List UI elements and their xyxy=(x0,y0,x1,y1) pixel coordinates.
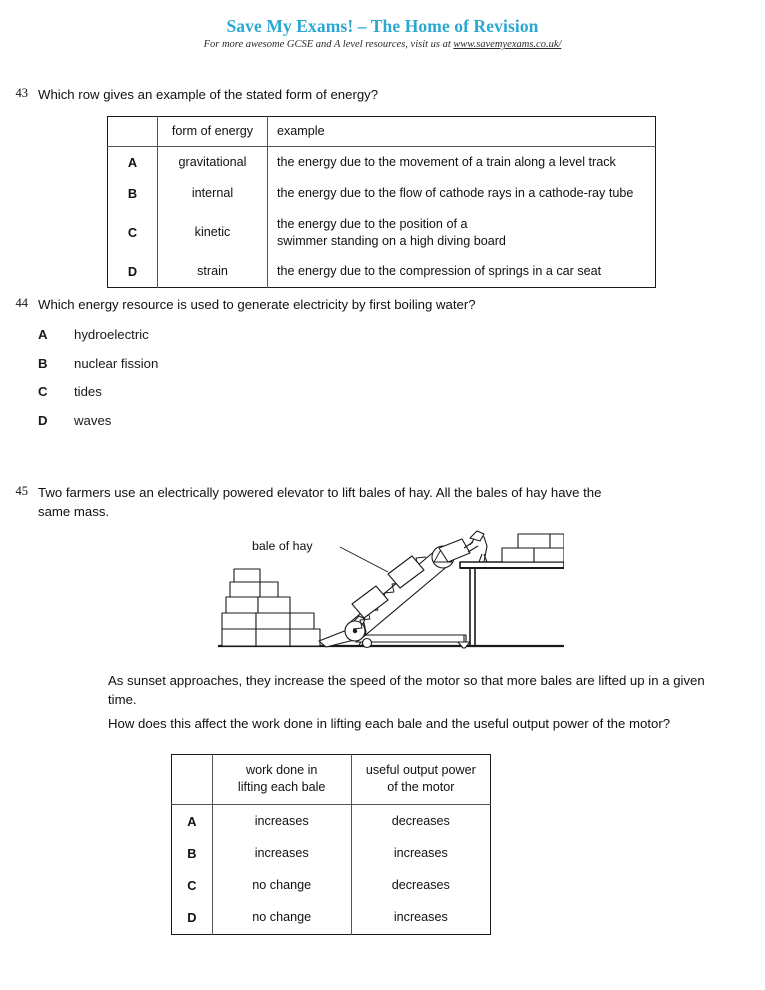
question-44-text: Which energy resource is used to generate electricity by first boiling water? xyxy=(38,297,476,312)
option-label: tides xyxy=(74,384,102,400)
row-letter: D xyxy=(172,902,213,935)
question-43-table-body xyxy=(108,147,656,288)
row-letter: C xyxy=(108,210,158,256)
table-header-row xyxy=(108,117,656,147)
question-44-header xyxy=(0,295,765,314)
column-header-output-power-line1: useful output power xyxy=(365,763,476,777)
question-43-table xyxy=(107,116,656,288)
option-letter: A xyxy=(38,327,48,343)
question-43-number: 43 xyxy=(15,86,28,100)
question-45-number: 45 xyxy=(15,484,28,498)
column-header-blank xyxy=(172,755,213,805)
cell-output-power: increases xyxy=(393,845,448,860)
question-44 xyxy=(0,295,765,441)
farmer-top xyxy=(464,531,487,562)
bale-of-hay-caption: bale of hay xyxy=(252,539,313,553)
option-letter: D xyxy=(38,412,48,428)
cell-example: the energy due to the flow of cathode rays in a cathode-ray tube xyxy=(277,186,634,201)
question-43-header xyxy=(0,85,765,104)
question-45-paragraph-2: How does this affect the work done in lifting each bale and the useful output power of the motor? xyxy=(108,716,671,731)
site-title: Save My Exams! – The Home of Revision xyxy=(226,16,539,36)
cell-work-done: no change xyxy=(212,870,351,902)
option-letter: B xyxy=(38,355,48,371)
cell-work-done: increases xyxy=(212,837,351,869)
question-44-options xyxy=(38,327,765,428)
question-45 xyxy=(0,483,765,521)
option-letter: C xyxy=(38,384,48,400)
question-43 xyxy=(0,85,765,104)
question-45-table xyxy=(171,754,491,935)
cell-form-of-energy: strain xyxy=(158,256,268,288)
option-c[interactable] xyxy=(38,384,765,399)
option-a[interactable] xyxy=(38,327,765,342)
question-45-header xyxy=(0,483,765,521)
cell-form-of-energy: internal xyxy=(158,178,268,209)
option-label: hydroelectric xyxy=(74,327,149,343)
table-row[interactable] xyxy=(172,902,491,935)
site-url-link[interactable]: www.savemyexams.co.uk/ xyxy=(453,39,562,51)
row-letter: A xyxy=(108,147,158,179)
cell-form-of-energy: gravitational xyxy=(158,147,268,179)
cell-form-of-energy: kinetic xyxy=(158,210,268,256)
column-header-output-power-line2: of the motor xyxy=(387,780,455,794)
table-row[interactable] xyxy=(108,147,656,179)
option-label: waves xyxy=(74,412,112,428)
site-header xyxy=(0,0,765,52)
question-43-text: Which row gives an example of the stated form of energy? xyxy=(38,87,379,102)
row-letter: B xyxy=(172,837,213,869)
column-header-example: example xyxy=(268,117,656,147)
question-45-table-body xyxy=(172,805,491,935)
raised-platform xyxy=(460,562,564,646)
question-43-table-head xyxy=(108,117,656,147)
table-header-row xyxy=(172,755,491,805)
hay-elevator-diagram xyxy=(212,528,564,653)
table-row[interactable] xyxy=(108,256,656,288)
question-44-number: 44 xyxy=(15,296,28,310)
option-d[interactable] xyxy=(38,413,765,428)
column-header-work-done-line2: lifting each bale xyxy=(237,780,326,794)
table-row[interactable] xyxy=(108,178,656,209)
question-45-paragraph-1: As sunset approaches, they increase the speed of the motor so that more bales are lifted up in a given time. xyxy=(108,673,705,708)
site-subtitle-text: For more awesome GCSE and A level resources, visit us at xyxy=(203,39,454,51)
cell-example: the energy due to the movement of a train along a level track xyxy=(277,155,616,170)
hay-elevator-figure xyxy=(212,528,564,653)
bale-on-belt-lower xyxy=(352,586,388,618)
cell-output-power: decreases xyxy=(391,878,450,893)
option-label: nuclear fission xyxy=(74,355,159,371)
cell-work-done: increases xyxy=(212,805,351,838)
bale-stack-left xyxy=(222,569,320,646)
option-b[interactable] xyxy=(38,356,765,371)
cell-example: the energy due to the position of a swimmer standing on a high diving board xyxy=(277,216,506,248)
site-subtitle xyxy=(0,39,765,52)
cell-example: the energy due to the compression of springs in a car seat xyxy=(277,263,602,278)
question-45-text: Two farmers use an electrically powered elevator to lift bales of hay. All the bales of hay have the same mass. xyxy=(38,485,602,520)
table-row[interactable] xyxy=(108,210,656,256)
row-letter: A xyxy=(172,805,213,838)
bale-on-belt-upper xyxy=(388,556,424,588)
column-header-output-power xyxy=(351,755,490,805)
table-row[interactable] xyxy=(172,870,491,902)
bale-stack-platform xyxy=(502,534,564,562)
row-letter: D xyxy=(108,256,158,288)
column-header-work-done-line1: work done in xyxy=(245,763,318,777)
cell-work-done: no change xyxy=(212,902,351,935)
question-45-table-head xyxy=(172,755,491,805)
cell-output-power: increases xyxy=(393,910,448,925)
cell-output-power: decreases xyxy=(391,813,450,828)
table-row[interactable] xyxy=(172,805,491,838)
column-header-work-done xyxy=(212,755,351,805)
row-letter: C xyxy=(172,870,213,902)
caption-leader-line xyxy=(340,547,388,572)
column-header-blank xyxy=(108,117,158,147)
row-letter: B xyxy=(108,178,158,209)
table-row[interactable] xyxy=(172,837,491,869)
column-header-form-of-energy: form of energy xyxy=(158,117,268,147)
